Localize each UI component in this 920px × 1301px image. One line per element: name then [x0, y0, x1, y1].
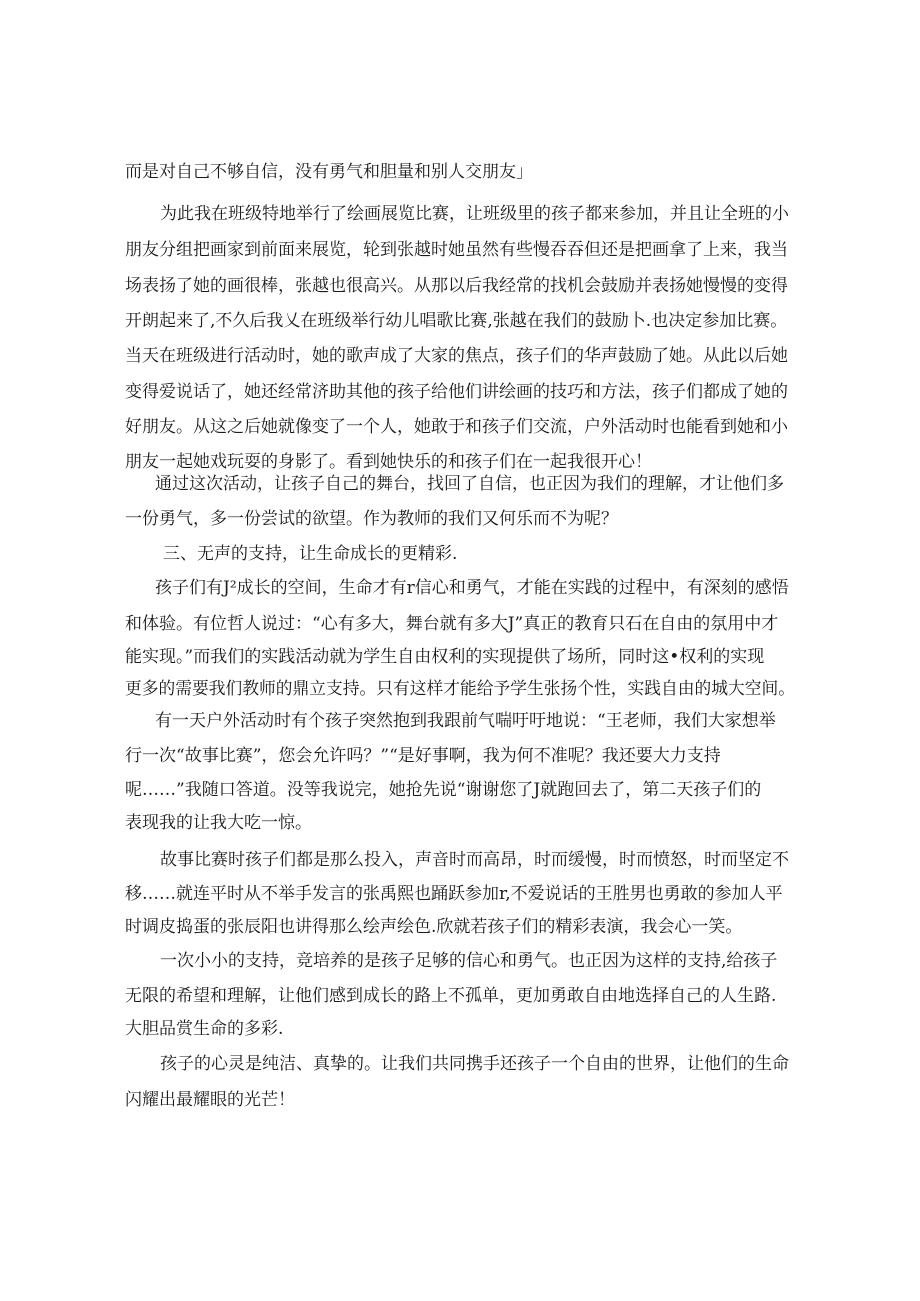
text-line: 而是对自己不够自信，没有勇气和胆量和别人交朋友」: [125, 162, 533, 182]
text-line: 为此我在班级特地举行了绘画展览比赛，让班级里的孩子都来参加，并且让全班的小: [160, 204, 789, 224]
text-line: 更多的需要我们教师的鼎立支持。只有这样才能给予学生张扬个性，实践自由的城大空间。: [125, 679, 796, 699]
text-line: 孩子的心灵是纯洁、真挚的。让我们共同携手还孩子一个自由的世界，让他们的生命: [160, 1054, 789, 1074]
text-line: 时调皮捣蛋的张辰阳也讲得那么绘声绘色.欣就若孩子们的精彩表演，我会心一笑。: [125, 917, 743, 937]
text-line: 和体验。有位哲人说过：“心有多大，舞台就有多大J”真正的教育只石在自由的氛用中才: [125, 614, 779, 634]
text-line: 能实现。”而我们的实践活动就为学生自由权利的实现提供了场所，同时这•权利的实现: [125, 647, 765, 667]
text-line: 开朗起来了,不久后我乂在班级举行幼儿唱歌比赛,张越在我们的鼓励卜.也决定参加比赛。: [125, 311, 788, 331]
text-line: 有一天户外活动时有个孩子突然抱到我跟前气喘吁吁地说：“王老师，我们大家想举: [155, 711, 776, 731]
text-line: 场表扬了她的画很棒，张越也很高兴。从那以后我经常的找机会鼓励并表扬她慢慢的变得: [125, 276, 788, 296]
text-line: 朋友一起她戏玩耍的身影了。看到她快乐的和孩子们在一起我很开心！: [125, 452, 652, 472]
text-line: 一份勇气，多一份尝试的欲望。作为教师的我们又何乐而不为呢？: [125, 509, 618, 529]
text-line: 好朋友。从这之后她就像变了一个人，她敢于和孩子们交流，户外活动时也能看到她和小: [125, 417, 788, 437]
text-line: 大胆品赏生命的多彩.: [125, 1019, 284, 1039]
section-heading: 三、无声的支持，让生命成长的更精彩.: [163, 544, 458, 564]
text-line: 移……就连平时从不举手发言的张禹熙也踊跃参加r,不爱说话的王胜男也勇敢的参加人平: [125, 884, 783, 904]
text-line: 变得爱说话了，她还经常济助其他的孩子给他们讲绘画的技巧和方法，孩子们都成了她的: [125, 382, 788, 402]
text-line: 当天在班级进行活动时，她的歌声成了大家的焦点，孩子们的华声鼓励了她。从此以后她: [125, 346, 788, 366]
text-line: 孩子们有J²成长的空间，生命才有r信心和勇气，才能在实践的过程中，有深刻的感悟: [155, 578, 789, 598]
text-line: 呢……”我随口答道。没等我说完，她抢先说“谢谢您了J就跑回去了，第二天孩子们的: [125, 780, 762, 800]
text-line: 闪耀出最耀眼的光芒！: [125, 1090, 295, 1110]
text-line: 行一次“故事比赛”，您会允许吗？”“是好事啊，我为何不准呢？我还要大力支持: [125, 746, 721, 766]
text-line: 通过这次活动，让孩子自己的舞台，找回了自信，也正因为我们的理解，才让他们多: [155, 474, 784, 494]
text-line: 表现我的让我大吃一惊。: [125, 813, 312, 833]
text-line: 朋友分组把画家到前面来展览，轮到张越时她虽然有些慢吞吞但还是把画拿了上来，我当: [125, 240, 788, 260]
text-line: 故事比赛时孩子们都是那么投入，声音时而高昂，时而缓慢，时而愤怒，时而坚定不: [160, 850, 789, 870]
text-line: 一次小小的支持，竞培养的是孩子足够的信心和勇气。也正因为这样的支持,给孩子: [160, 951, 778, 971]
text-line: 无限的希望和理解，让他们感到成长的路上不孤单，更加勇敢自由地选择自己的人生路.: [125, 986, 777, 1006]
